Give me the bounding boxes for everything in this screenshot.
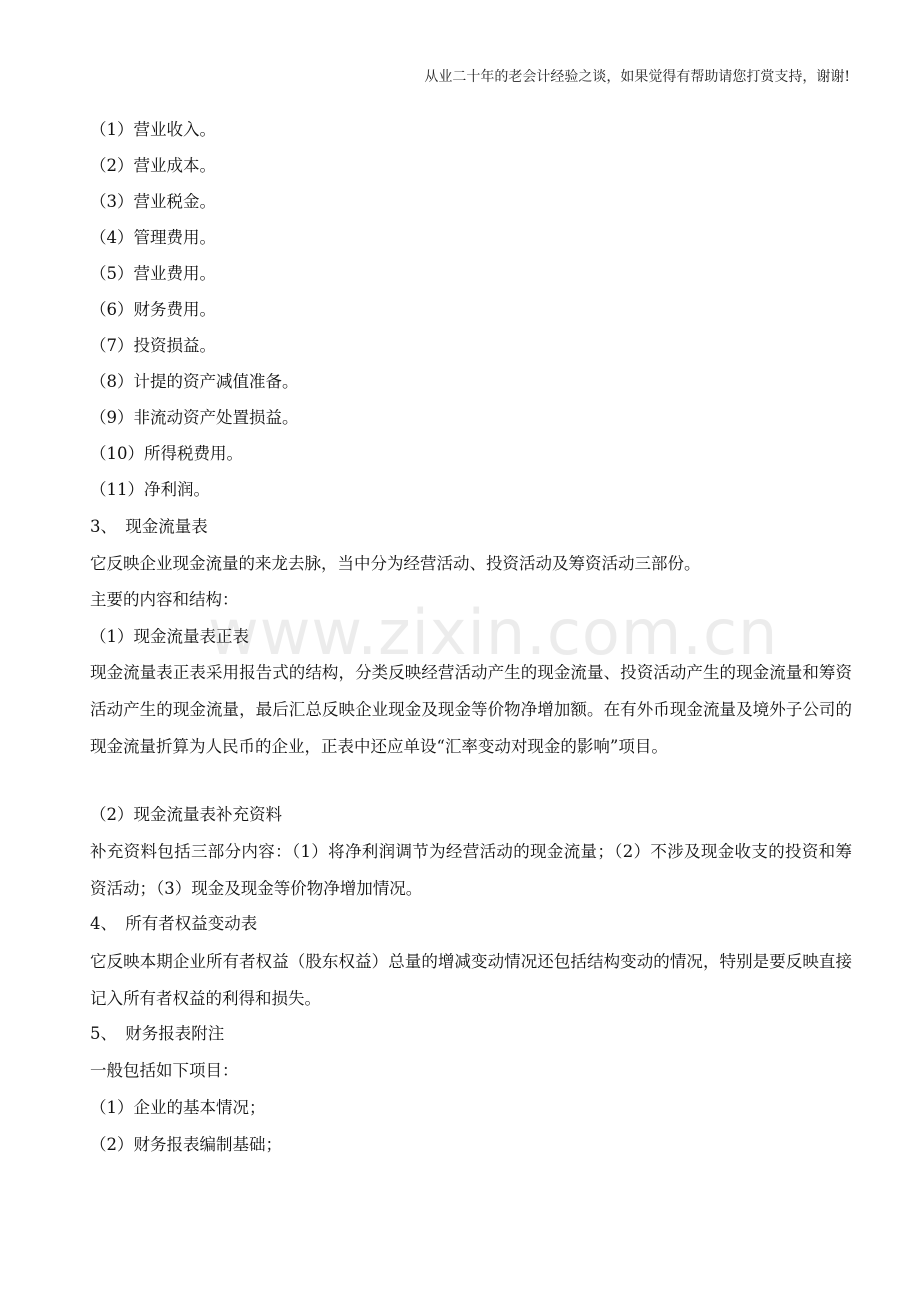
income-item: （11）净利润。 [90,480,210,499]
notes-description: 一般包括如下项目： [90,1061,239,1080]
content-structure-label: 主要的内容和结构： [90,590,239,609]
income-item: （5）营业费用。 [90,264,216,283]
income-item: （10）所得税费用。 [90,444,243,463]
cash-flow-supplement-text: 补充资料包括三部分内容：（1）将净利润调节为经营活动的现金流量；（2）不涉及现金收支的投资和筹资活动；（3）现金及现金等价物净增加情况。 [90,842,852,898]
cash-flow-main-table-text: 现金流量表正表采用报告式的结构，分类反映经营活动产生的现金流量、投资活动产生的现金流量和筹资活动产生的现金流量，最后汇总反映企业现金及现金等价物净增加额。在有外币现金流量及境外子公司的现金流量折算为人民币的企业，正表中还应单设“汇率变动对现金的影响”项目。 [90,663,852,756]
income-item: （1）营业收入。 [90,120,216,139]
income-item: （9）非流动资产处置损益。 [90,408,299,427]
income-item: （2）营业成本。 [90,156,216,175]
income-item: （7）投资损益。 [90,336,216,355]
income-item: （8）计提的资产减值准备。 [90,372,299,391]
notes-item: （1）企业的基本情况； [90,1098,266,1117]
equity-changes-description: 它反映本期企业所有者权益（股东权益）总量的增减变动情况还包括结构变动的情况，特别是要反映直接记入所有者权益的利得和损失。 [90,952,852,1008]
income-item: （3）营业税金。 [90,192,216,211]
watermark: www.zixin.com.cn [208,596,779,669]
cash-flow-description: 它反映企业现金流量的来龙去脉，当中分为经营活动、投资活动及筹资活动三部份。 [90,554,701,573]
notes-item: （2）财务报表编制基础； [90,1135,282,1154]
income-item: （6）财务费用。 [90,300,216,319]
section-heading-equity-changes: 4、 所有者权益变动表 [90,914,258,933]
section-heading-notes: 5、 财务报表附注 [90,1024,225,1043]
section-heading-cash-flow: 3、 现金流量表 [90,517,208,536]
cash-flow-main-table-heading: （1）现金流量表正表 [90,627,249,646]
income-item: （4）管理费用。 [90,228,216,247]
page-header: 从业二十年的老会计经验之谈，如果觉得有帮助请您打赏支持，谢谢! [424,69,850,85]
cash-flow-supplement-heading: （2）现金流量表补充资料 [90,805,282,824]
